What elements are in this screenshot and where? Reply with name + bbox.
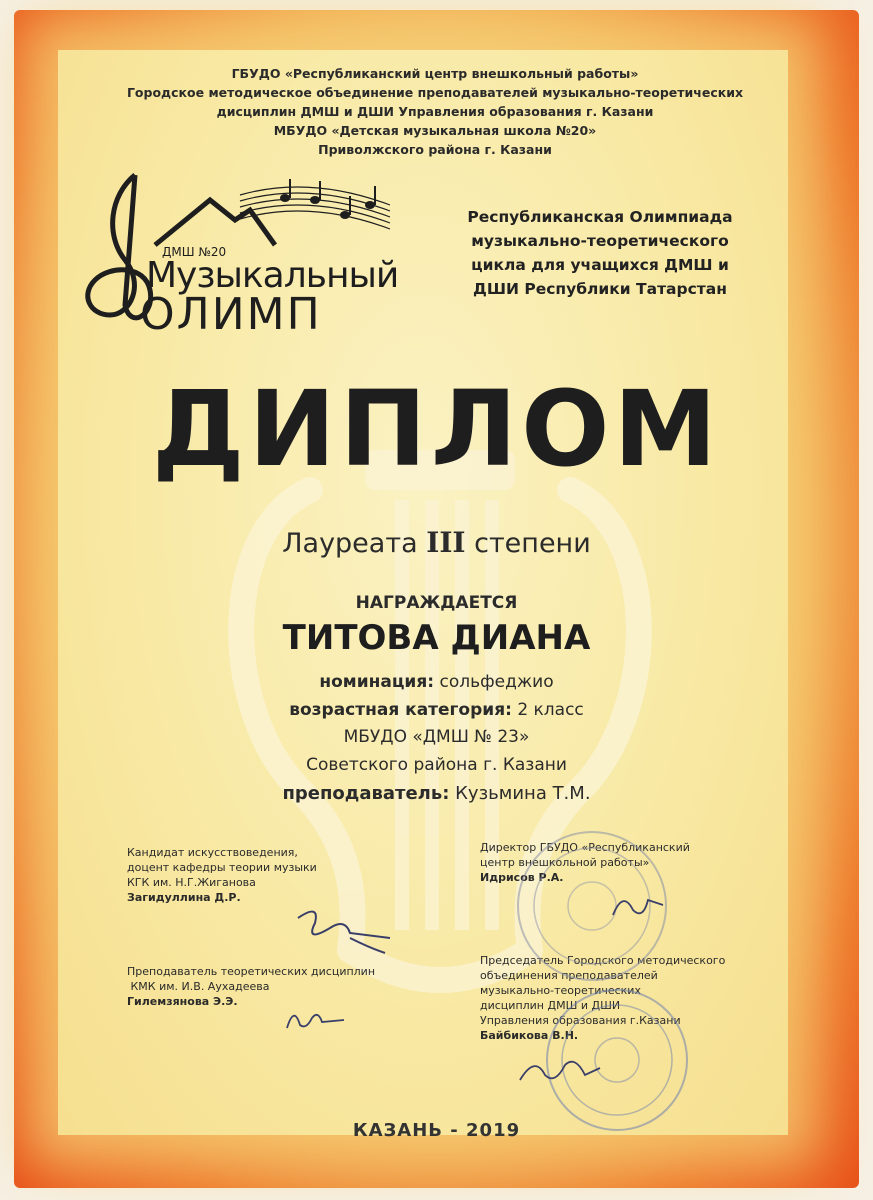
sig-line: объединения преподавателей [480, 969, 658, 982]
sig-name: Байбикова В.Н. [480, 1029, 579, 1042]
sig-line: дисциплин ДМШ и ДШИ [480, 999, 621, 1012]
header-line: ГБУДО «Республиканский центр внешкольный работы» [231, 66, 639, 81]
olympiad-line: Республиканская Олимпиада [467, 208, 733, 226]
sig-line: доцент кафедры теории музыки [127, 861, 317, 874]
sig-line: Преподаватель теоретических дисциплин [127, 965, 376, 978]
degree-roman: III [426, 526, 466, 559]
teacher-label: преподаватель: [282, 783, 450, 804]
sig-name: Загидуллина Д.Р. [127, 891, 241, 904]
age-value: 2 класс [517, 700, 584, 720]
header-line: МБУДО «Детская музыкальная школа №20» [273, 123, 597, 138]
handwritten-signature-icon [290, 898, 400, 958]
handwritten-signature-icon [282, 1000, 352, 1035]
sig-line: Председатель Городского методического [480, 954, 726, 967]
header-line: Приволжского района г. Казани [318, 142, 552, 157]
handwritten-signature-icon [515, 1050, 605, 1090]
sig-line: центр внешкольной работы» [480, 856, 650, 869]
logo-word1: Музыкальный [146, 255, 399, 296]
teacher-line [0, 783, 873, 804]
logo-school: ДМШ №20 [162, 245, 227, 259]
school-line: МБУДО «ДМШ № 23» [343, 727, 530, 747]
sig-line: Кандидат искусствоведения, [127, 846, 298, 859]
district-line: Советского района г. Казани [306, 755, 567, 775]
footer-city-year: КАЗАНЬ - 2019 [352, 1120, 521, 1141]
diploma-title: ДИПЛОМ [152, 368, 721, 490]
logo [70, 165, 410, 340]
olympiad-title [430, 205, 770, 301]
header-block [70, 64, 800, 159]
recipient-name: ТИТОВА ДИАНА [282, 618, 591, 658]
degree-line [0, 526, 873, 559]
header-line: дисциплин ДМШ и ДШИ Управления образования г. Казани [216, 104, 654, 119]
teacher-value: Кузьмина Т.М. [455, 783, 591, 804]
handwritten-signature-icon [608, 885, 668, 925]
age-line [0, 700, 873, 720]
awarded-label: НАГРАЖДАЕТСЯ [355, 593, 518, 613]
sig-line: Управления образования г.Казани [480, 1014, 681, 1027]
sig-line: КГК им. Н.Г.Жиганова [127, 876, 256, 889]
signature-block-left-bottom [127, 964, 427, 1009]
sig-line: КМК им. И.В. Аухадеева [127, 980, 270, 993]
sig-name: Идрисов Р.А. [480, 871, 564, 884]
header-line: Городское методическое объединение преподавателей музыкально-теоретических [126, 85, 744, 100]
sig-line: музыкально-теоретических [480, 984, 641, 997]
nomination-label: номинация: [319, 672, 435, 692]
olympiad-line: цикла для учащихся ДМШ и [471, 256, 729, 274]
degree-prefix: Лауреата [282, 528, 418, 559]
age-label: возрастная категория: [289, 700, 512, 720]
sig-line: Директор ГБУДО «Республиканский [480, 841, 690, 854]
nomination-line [0, 672, 873, 692]
olympiad-line: музыкально-теоретического [471, 232, 729, 250]
nomination-value: сольфеджио [439, 672, 554, 692]
logo-word2: ОЛИМП [140, 289, 322, 340]
sig-name: Гилемзянова Э.Э. [127, 995, 238, 1008]
degree-suffix: степени [474, 528, 591, 559]
signature-block-left-top [127, 845, 407, 905]
olympiad-line: ДШИ Республики Татарстан [473, 280, 727, 298]
